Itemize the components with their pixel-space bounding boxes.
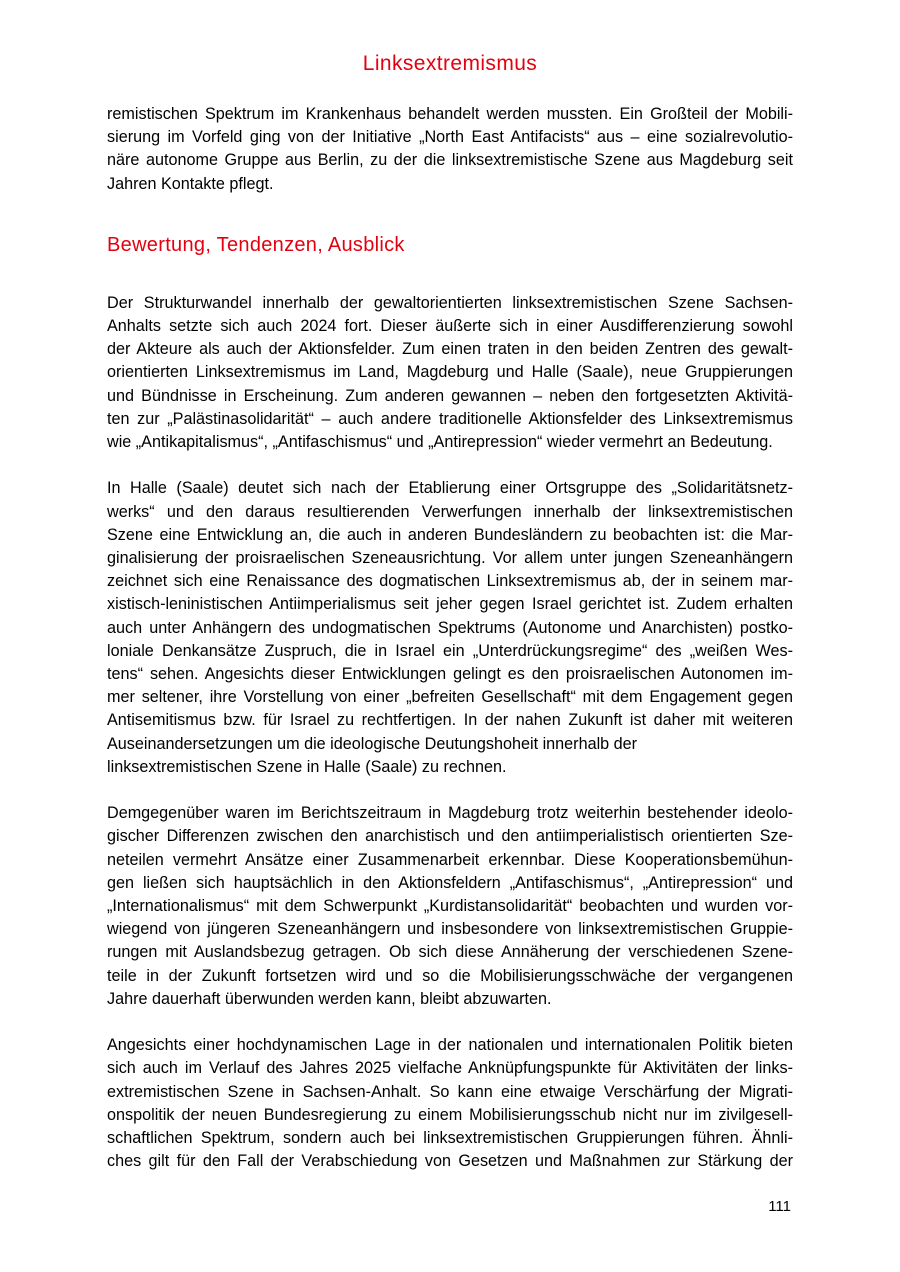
text-line: Jahre dauerhaft überwunden werden kann, bleibt abzuwarten. — [107, 989, 552, 1008]
text-line: teile in der Zukunft fortsetzen wird und so die Mobilisierungsschwäche der vergangenen — [107, 966, 793, 985]
text-line: tens“ sehen. Angesichts dieser Entwicklungen gelingt es den proisraelischen Autonomen im- — [107, 665, 793, 684]
text-line: linksextremistischen Szene in Halle (Saale) zu rechnen. — [107, 757, 507, 776]
body-paragraph-3 — [107, 802, 793, 1011]
text-line: der Akteure als auch der Aktionsfelder. Zum einen traten in den beiden Zentren des gewalt- — [107, 340, 793, 359]
text-line: Demgegenüber waren im Berichtszeitraum in Magdeburg trotz weiterhin bestehender ideolo- — [107, 804, 793, 823]
text-line: gen ließen sich hauptsächlich in den Aktionsfeldern „Antifaschismus“, „Antirepression“ und — [107, 873, 793, 892]
text-line: orientierten Linksextremismus im Land, Magdeburg und Halle (Saale), neue Gruppierungen — [107, 363, 793, 382]
text-line: Der Strukturwandel innerhalb der gewaltorientierten linksextremistischen Szene Sachsen- — [107, 293, 793, 312]
text-line: „Internationalismus“ mit dem Schwerpunkt „Kurdistansolidarität“ beobachten und wurden vor- — [107, 897, 793, 916]
text-line: werks“ und den daraus resultierenden Verwerfungen innerhalb der linksextremistischen — [107, 502, 793, 521]
text-line: extremistischen Szene in Sachsen-Anhalt. So kann eine etwaige Verschärfung der Migrati- — [107, 1082, 793, 1101]
text-line: xistisch-leninistischen Antiimperialismus seit jeher gegen Israel gerichtet ist. Zudem erhalten — [107, 595, 793, 614]
text-line: rungen mit Auslandsbezug getragen. Ob sich diese Annäherung der verschiedenen Szene- — [107, 943, 793, 962]
text-line: wie „Antikapitalismus“, „Antifaschismus“ und „Antirepression“ wieder vermehrt an Bedeutung. — [107, 433, 773, 452]
text-line: In Halle (Saale) deutet sich nach der Etablierung einer Ortsgruppe des „Solidaritätsnetz- — [107, 479, 793, 498]
text-line: ten zur „Palästinasolidarität“ – auch andere traditionelle Aktionsfelder des Linksextremismus — [107, 409, 793, 428]
intro-paragraph — [107, 103, 793, 196]
text-line: sich auch im Verlauf des Jahres 2025 vielfache Anknüpfungspunkte für Aktivitäten der links- — [107, 1059, 793, 1078]
text-line: auch unter Anhängern des undogmatischen Spektrums (Autonome und Anarchisten) postko- — [107, 618, 793, 637]
text-line: näre autonome Gruppe aus Berlin, zu der die linksextremistische Szene aus Magdeburg seit — [107, 151, 793, 170]
page-number: 111 — [768, 1198, 791, 1215]
text-line: neteilen vermehrt Ansätze einer Zusammenarbeit erkennbar. Diese Kooperationsbemühun- — [107, 850, 793, 869]
page-content — [107, 103, 793, 1173]
text-line: und Bündnisse in Erscheinung. Zum anderen gewannen – neben den fortgesetzten Aktivitä- — [107, 386, 793, 405]
text-line: Auseinandersetzungen um die ideologische Deutungshoheit innerhalb der — [107, 734, 638, 753]
text-line: Jahren Kontakte pflegt. — [107, 174, 274, 193]
text-line: Szene eine Entwicklung an, die auch in anderen Bundesländern zu beobachten ist: die Mar- — [107, 525, 793, 544]
text-line: Anhalts setzte sich auch 2024 fort. Dieser äußerte sich in einer Ausdifferenzierung sowohl — [107, 317, 793, 336]
text-line: gischer Differenzen zwischen den anarchistisch und den antiimperialistisch orientierten Sze- — [107, 827, 793, 846]
text-line: remistischen Spektrum im Krankenhaus behandelt werden mussten. Ein Großteil der Mobili- — [107, 105, 793, 123]
text-line: wiegend von jüngeren Szeneanhängern und insbesondere von linksextremistischen Gruppie- — [107, 920, 793, 939]
text-line: Angesichts einer hochdynamischen Lage in der nationalen und internationalen Politik bieten — [107, 1036, 793, 1055]
paragraph-spacer — [107, 454, 793, 477]
text-line: schaftlichen Spektrum, sondern auch bei linksextremistischen Gruppierungen führen. Ähnli- — [107, 1129, 793, 1148]
running-header-title: Linksextremismus — [362, 52, 538, 75]
paragraph-spacer — [107, 1011, 793, 1034]
text-line: ches gilt für den Fall der Verabschiedung von Gesetzen und Maßnahmen zur Stärkung der — [107, 1152, 793, 1171]
text-line: ginalisierung der proisraelischen Szeneausrichtung. Vor allem unter jungen Szeneanhängern — [107, 549, 793, 568]
text-line: zeichnet sich eine Renaissance des dogmatischen Linksextremismus ab, der in seinem mar- — [107, 572, 793, 591]
body-paragraph-4 — [107, 1034, 793, 1173]
text-line: loniale Denkansätze Zuspruch, die in Israel ein „Unterdrückungsregime“ des „weißen Wes- — [107, 641, 793, 660]
text-line: mer seltener, ihre Vorstellung von einer „befreiten Gesellschaft“ mit dem Engagement gegen — [107, 688, 793, 707]
text-line: Antisemitismus bzw. für Israel zu rechtfertigen. In der nahen Zukunft ist daher mit weiteren — [107, 711, 793, 730]
text-line: sierung im Vorfeld ging von der Initiative „North East Antifacists“ aus – eine sozialrevolutio- — [107, 128, 793, 147]
paragraph-spacer — [107, 779, 793, 802]
text-line: onspolitik der neuen Bundesregierung zu einem Mobilisierungsschub nicht nur im zivilgesell- — [107, 1105, 793, 1124]
section-heading: Bewertung, Tendenzen, Ausblick — [107, 233, 405, 256]
body-paragraph-1 — [107, 292, 793, 454]
body-paragraph-2 — [107, 477, 793, 779]
